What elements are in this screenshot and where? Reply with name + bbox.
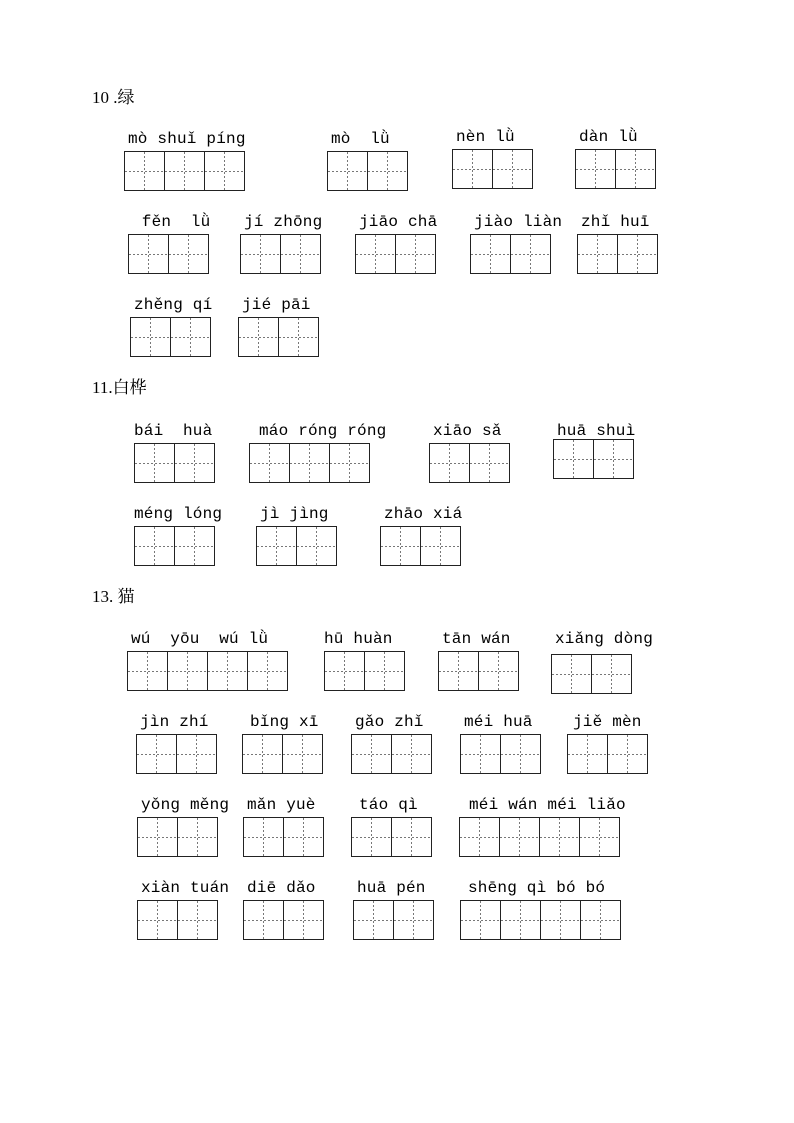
pinyin-label: yǒng měng <box>141 796 230 814</box>
pinyin-label: dàn lǜ <box>579 128 638 146</box>
tianzige-cell[interactable] <box>365 652 405 690</box>
writing-grid[interactable] <box>242 734 323 774</box>
tianzige-cell[interactable] <box>439 652 479 690</box>
writing-grid[interactable] <box>324 651 405 691</box>
tianzige-cell[interactable] <box>125 152 165 190</box>
tianzige-cell[interactable] <box>576 150 616 188</box>
pinyin-label: hū huàn <box>324 630 393 648</box>
pinyin-word <box>380 505 462 566</box>
tianzige-cell[interactable] <box>129 235 169 273</box>
pinyin-word <box>130 422 215 483</box>
tianzige-cell[interactable] <box>328 152 368 190</box>
pinyin-word <box>577 213 658 274</box>
pinyin-label: jì jìng <box>260 505 329 523</box>
writing-grid[interactable] <box>575 149 656 189</box>
tianzige-cell[interactable] <box>540 818 580 856</box>
tianzige-cell[interactable] <box>479 652 519 690</box>
writing-grid[interactable] <box>137 817 218 857</box>
pinyin-word <box>127 630 288 691</box>
tianzige-cell[interactable] <box>471 235 511 273</box>
tianzige-cell[interactable] <box>290 444 330 482</box>
tianzige-cell[interactable] <box>394 901 434 939</box>
writing-grid[interactable] <box>238 317 319 357</box>
pinyin-label: mò lǜ <box>331 130 390 148</box>
tianzige-cell[interactable] <box>554 440 594 478</box>
pinyin-label: mǎn yuè <box>247 796 316 814</box>
pinyin-word <box>575 128 656 189</box>
tianzige-cell[interactable] <box>368 152 408 190</box>
writing-grid[interactable] <box>459 817 620 857</box>
pinyin-label: diē dǎo <box>247 879 316 897</box>
tianzige-cell[interactable] <box>325 652 365 690</box>
tianzige-cell[interactable] <box>354 901 394 939</box>
tianzige-cell[interactable] <box>461 901 501 939</box>
section-title: 11.白桦 <box>92 378 147 397</box>
pinyin-word <box>351 713 432 774</box>
tianzige-cell[interactable] <box>138 901 178 939</box>
writing-grid[interactable] <box>327 151 408 191</box>
writing-grid[interactable] <box>460 900 621 940</box>
writing-grid[interactable] <box>136 734 217 774</box>
tianzige-cell[interactable] <box>594 440 634 478</box>
tianzige-cell[interactable] <box>460 818 500 856</box>
pinyin-label: méng lóng <box>134 505 223 523</box>
tianzige-cell[interactable] <box>352 818 392 856</box>
tianzige-cell[interactable] <box>171 318 211 356</box>
tianzige-cell[interactable] <box>352 735 392 773</box>
tianzige-cell[interactable] <box>128 652 168 690</box>
pinyin-label: táo qì <box>359 796 418 814</box>
tianzige-cell[interactable] <box>392 735 432 773</box>
writing-grid[interactable] <box>240 234 321 274</box>
pinyin-word <box>460 713 541 774</box>
tianzige-cell[interactable] <box>169 235 209 273</box>
tianzige-cell[interactable] <box>356 235 396 273</box>
tianzige-cell[interactable] <box>493 150 533 188</box>
pinyin-word <box>137 796 229 857</box>
tianzige-cell[interactable] <box>453 150 493 188</box>
pinyin-label: nèn lǜ <box>456 128 515 146</box>
pinyin-label: bái huà <box>134 422 213 440</box>
tianzige-cell[interactable] <box>244 901 284 939</box>
tianzige-cell[interactable] <box>284 818 324 856</box>
tianzige-cell[interactable] <box>284 901 324 939</box>
writing-grid[interactable] <box>351 817 432 857</box>
pinyin-label: shēng qì bó bó <box>468 879 606 897</box>
pinyin-word <box>567 713 648 774</box>
writing-grid[interactable] <box>355 234 436 274</box>
pinyin-label: tān wán <box>442 630 511 648</box>
pinyin-word <box>438 630 519 691</box>
pinyin-label: bǐng xī <box>250 713 319 731</box>
tianzige-cell[interactable] <box>430 444 470 482</box>
pinyin-word <box>470 213 562 274</box>
tianzige-cell[interactable] <box>541 901 581 939</box>
tianzige-cell[interactable] <box>131 318 171 356</box>
writing-grid[interactable] <box>452 149 533 189</box>
tianzige-cell[interactable] <box>330 444 370 482</box>
pinyin-word <box>551 630 653 694</box>
tianzige-cell[interactable] <box>239 318 279 356</box>
tianzige-cell[interactable] <box>501 901 541 939</box>
tianzige-cell[interactable] <box>178 901 218 939</box>
writing-grid[interactable] <box>353 900 434 940</box>
tianzige-cell[interactable] <box>511 235 551 273</box>
pinyin-word <box>452 128 533 189</box>
pinyin-word <box>353 879 434 940</box>
tianzige-cell[interactable] <box>281 235 321 273</box>
tianzige-cell[interactable] <box>135 527 175 565</box>
pinyin-label: méi wán méi liǎo <box>469 796 626 814</box>
tianzige-cell[interactable] <box>578 235 618 273</box>
pinyin-word <box>553 422 635 479</box>
writing-grid[interactable] <box>380 526 461 566</box>
pinyin-label: zhāo xiá <box>384 505 463 523</box>
tianzige-cell[interactable] <box>501 735 541 773</box>
tianzige-cell[interactable] <box>470 444 510 482</box>
pinyin-label: xiāo sǎ <box>433 422 502 440</box>
pinyin-word <box>351 796 432 857</box>
writing-grid[interactable] <box>429 443 510 483</box>
pinyin-label: jié pāi <box>242 296 311 314</box>
tianzige-cell[interactable] <box>581 901 621 939</box>
pinyin-label: jìn zhí <box>140 713 209 731</box>
pinyin-label: xiǎng dòng <box>555 630 654 648</box>
tianzige-cell[interactable] <box>248 652 288 690</box>
tianzige-cell[interactable] <box>381 527 421 565</box>
pinyin-word <box>243 796 324 857</box>
tianzige-cell[interactable] <box>297 527 337 565</box>
tianzige-cell[interactable] <box>175 527 215 565</box>
tianzige-cell[interactable] <box>250 444 290 482</box>
tianzige-cell[interactable] <box>592 655 632 693</box>
pinyin-word <box>243 879 324 940</box>
pinyin-word <box>137 879 229 940</box>
pinyin-word <box>124 130 246 191</box>
writing-grid[interactable] <box>470 234 551 274</box>
tianzige-cell[interactable] <box>135 444 175 482</box>
pinyin-word <box>238 296 319 357</box>
pinyin-label: xiàn tuán <box>141 879 230 897</box>
pinyin-word <box>355 213 437 274</box>
tianzige-cell[interactable] <box>392 818 432 856</box>
tianzige-cell[interactable] <box>396 235 436 273</box>
pinyin-word <box>240 213 322 274</box>
tianzige-cell[interactable] <box>552 655 592 693</box>
pinyin-label: huā shuì <box>557 422 636 440</box>
pinyin-label: jí zhōng <box>244 213 323 231</box>
pinyin-label: fěn lǜ <box>132 213 211 231</box>
tianzige-cell[interactable] <box>138 818 178 856</box>
tianzige-cell[interactable] <box>618 235 658 273</box>
writing-grid[interactable] <box>124 151 245 191</box>
writing-grid[interactable] <box>438 651 519 691</box>
tianzige-cell[interactable] <box>421 527 461 565</box>
writing-grid[interactable] <box>137 900 218 940</box>
tianzige-cell[interactable] <box>568 735 608 773</box>
writing-grid[interactable] <box>553 439 634 479</box>
writing-grid[interactable] <box>243 900 324 940</box>
pinyin-label: gǎo zhǐ <box>355 713 424 731</box>
pinyin-label: mò shuǐ píng <box>128 130 246 148</box>
writing-grid[interactable] <box>460 734 541 774</box>
writing-grid[interactable] <box>577 234 658 274</box>
tianzige-cell[interactable] <box>257 527 297 565</box>
pinyin-word <box>459 796 626 857</box>
pinyin-word <box>256 505 337 566</box>
pinyin-word <box>327 130 408 191</box>
writing-grid[interactable] <box>128 234 209 274</box>
writing-grid[interactable] <box>243 817 324 857</box>
pinyin-word <box>320 630 405 691</box>
tianzige-cell[interactable] <box>177 735 217 773</box>
tianzige-cell[interactable] <box>461 735 501 773</box>
writing-grid[interactable] <box>127 651 288 691</box>
writing-grid[interactable] <box>134 526 215 566</box>
tianzige-cell[interactable] <box>283 735 323 773</box>
pinyin-label: huā pén <box>357 879 426 897</box>
pinyin-label: zhěng qí <box>134 296 213 314</box>
tianzige-cell[interactable] <box>208 652 248 690</box>
writing-grid[interactable] <box>351 734 432 774</box>
pinyin-word <box>249 422 386 483</box>
pinyin-label: máo róng róng <box>259 422 387 440</box>
pinyin-label: jiāo chā <box>359 213 438 231</box>
pinyin-word <box>429 422 510 483</box>
pinyin-label: méi huā <box>464 713 533 731</box>
tianzige-cell[interactable] <box>205 152 245 190</box>
section-title: 13. 猫 <box>92 587 135 606</box>
tianzige-cell[interactable] <box>243 735 283 773</box>
pinyin-word <box>460 879 621 940</box>
writing-grid[interactable] <box>567 734 648 774</box>
writing-grid[interactable] <box>130 317 211 357</box>
section-title: 10 .绿 <box>92 88 135 107</box>
tianzige-cell[interactable] <box>168 652 208 690</box>
pinyin-label: zhǐ huī <box>581 213 650 231</box>
writing-grid[interactable] <box>551 654 632 694</box>
tianzige-cell[interactable] <box>244 818 284 856</box>
pinyin-label: jiě mèn <box>573 713 642 731</box>
pinyin-word <box>128 213 210 274</box>
tianzige-cell[interactable] <box>175 444 215 482</box>
writing-grid[interactable] <box>256 526 337 566</box>
writing-grid[interactable] <box>249 443 370 483</box>
tianzige-cell[interactable] <box>608 735 648 773</box>
tianzige-cell[interactable] <box>241 235 281 273</box>
tianzige-cell[interactable] <box>137 735 177 773</box>
pinyin-word <box>136 713 217 774</box>
writing-grid[interactable] <box>134 443 215 483</box>
tianzige-cell[interactable] <box>178 818 218 856</box>
tianzige-cell[interactable] <box>279 318 319 356</box>
pinyin-word <box>242 713 323 774</box>
pinyin-label: wú yōu wú lǜ <box>131 630 269 648</box>
tianzige-cell[interactable] <box>580 818 620 856</box>
tianzige-cell[interactable] <box>165 152 205 190</box>
tianzige-cell[interactable] <box>500 818 540 856</box>
tianzige-cell[interactable] <box>616 150 656 188</box>
pinyin-label: jiào liàn <box>474 213 563 231</box>
pinyin-word <box>130 505 222 566</box>
pinyin-word <box>130 296 212 357</box>
